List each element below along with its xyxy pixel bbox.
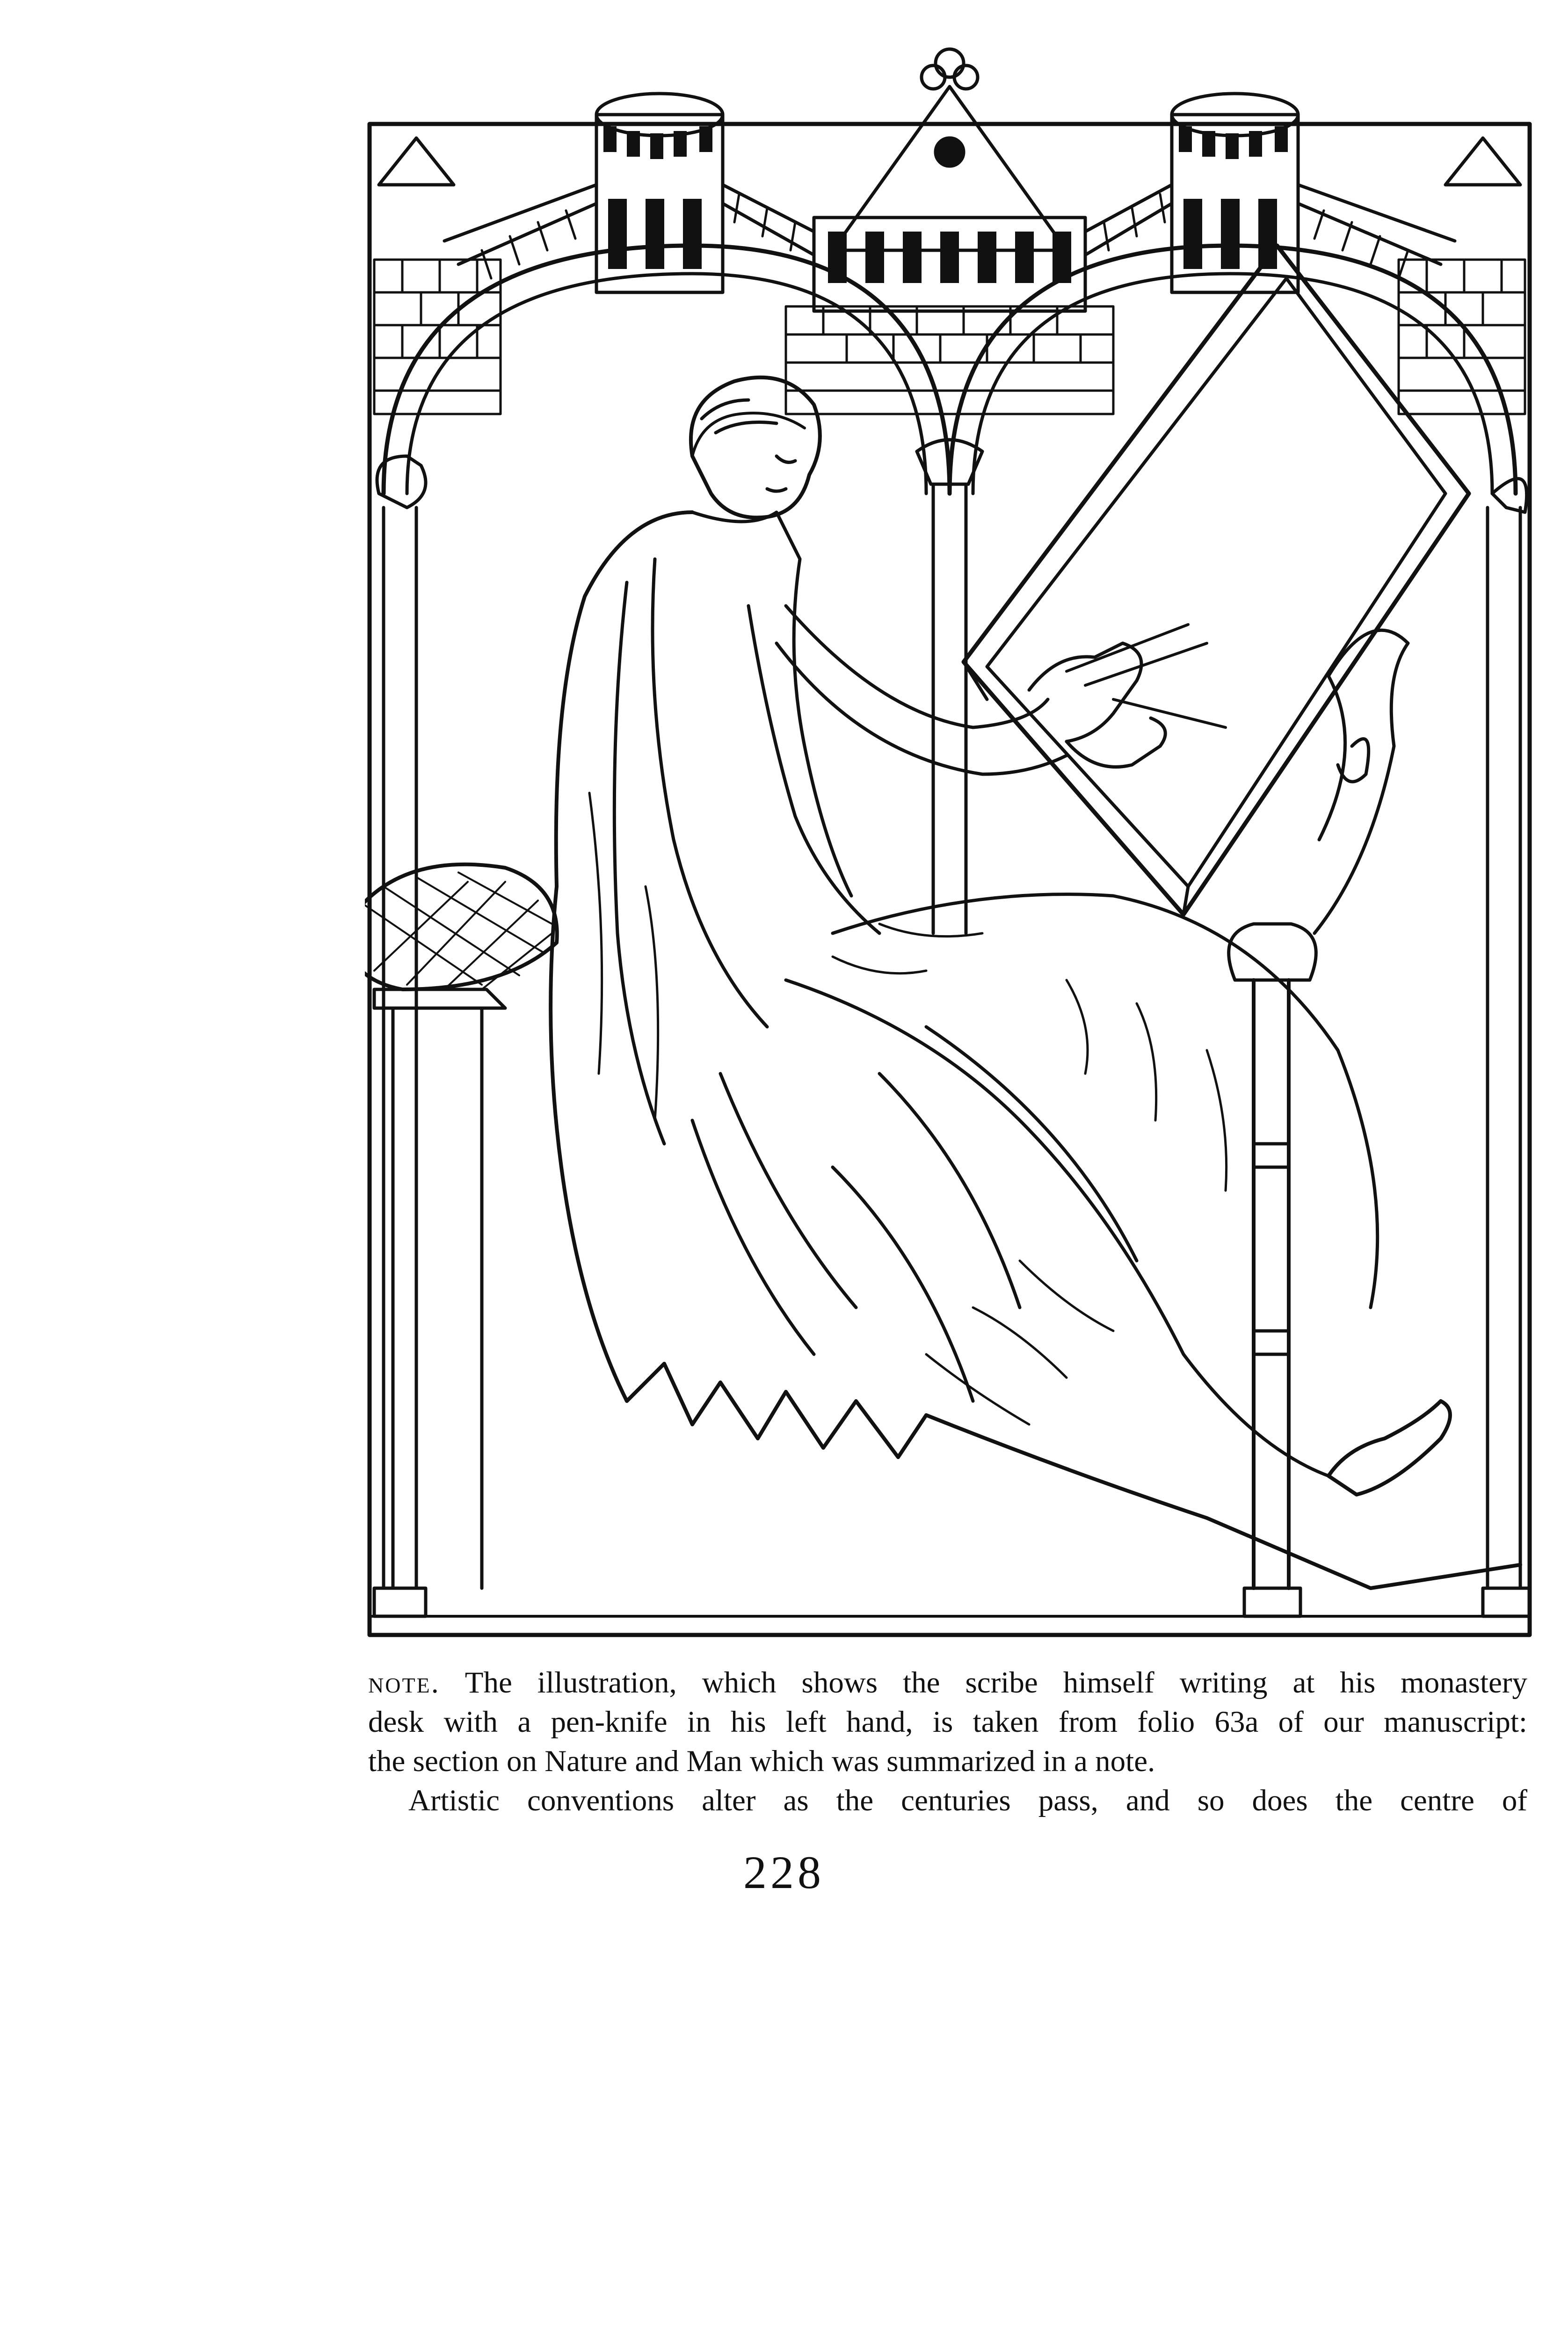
bench-cushion (365, 864, 557, 1588)
note-line-2: desk with a pen-knife in his left hand, is taken from folio 63a of our manuscript: (368, 1705, 1527, 1739)
architecture-top (379, 49, 1520, 311)
columns (374, 440, 1530, 1616)
note-line-1 (368, 1663, 1527, 1702)
scribe-figure (551, 378, 1520, 1588)
scribe-illustration (365, 44, 1534, 1640)
note-text (368, 1663, 1527, 1820)
writing-desk (964, 246, 1469, 1616)
note-line-1-text: The illustration, which shows the scribe himself writing at his monastery (465, 1666, 1528, 1700)
note-line-3: the section on Nature and Man which was summarized in a note. (368, 1744, 1155, 1778)
page-number: 228 (743, 1846, 825, 1898)
note-label: note. (368, 1666, 440, 1700)
paragraph-line-1: Artistic conventions alter as the centuries pass, and so does the centre of (408, 1784, 1527, 1817)
